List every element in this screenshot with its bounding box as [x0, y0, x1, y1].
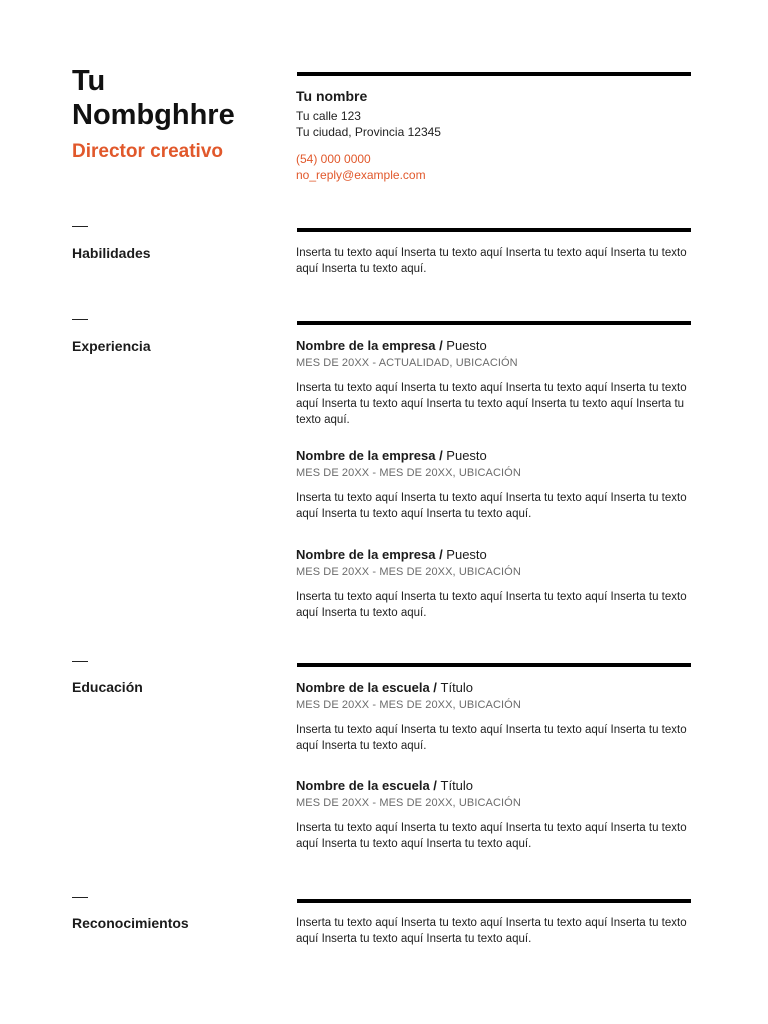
title-separator: /: [429, 680, 441, 695]
education-description: Inserta tu texto aquí Inserta tu texto aquí Inserta tu texto aquí Inserta tu texto aquí Inserta tu texto aquí.: [296, 724, 687, 752]
name-line-1: Tu: [72, 65, 106, 97]
education-dates: MES DE 20XX - MES DE 20XX, UBICACIÓN: [296, 699, 521, 711]
section-dash: [72, 319, 88, 320]
title-separator: /: [435, 338, 447, 353]
company-name: Nombre de la empresa: [296, 547, 436, 562]
education-description: Inserta tu texto aquí Inserta tu texto aquí Inserta tu texto aquí Inserta tu texto aquí Inserta tu texto aquí Inserta tu texto aquí.: [296, 822, 687, 850]
job-description: Inserta tu texto aquí Inserta tu texto aquí Inserta tu texto aquí Inserta tu texto aquí Inserta tu texto aquí Inserta tu texto aquí.: [296, 492, 687, 520]
contact-city: Tu ciudad, Provincia 12345: [296, 125, 441, 139]
experience-item: [296, 546, 692, 621]
experience-item: [296, 447, 692, 522]
job-title: [296, 546, 692, 564]
section-title-awards: Reconocimientos: [72, 915, 189, 931]
degree: Título: [440, 778, 474, 793]
name-line-2: Nombghhre: [72, 99, 235, 131]
job-dates: MES DE 20XX - MES DE 20XX, UBICACIÓN: [296, 467, 521, 479]
contact-email[interactable]: no_reply@example.com: [296, 168, 426, 182]
title-separator: /: [429, 778, 441, 793]
section-rule: [297, 72, 691, 76]
skills-text: Inserta tu texto aquí Inserta tu texto aquí Inserta tu texto aquí Inserta tu texto aquí Inserta tu texto aquí.: [296, 247, 687, 275]
school-name: Nombre de la escuela: [296, 778, 430, 793]
section-title-education: Educación: [72, 679, 143, 695]
education-title: [296, 679, 692, 697]
job-dates: MES DE 20XX - ACTUALIDAD, UBICACIÓN: [296, 357, 518, 369]
job-description: Inserta tu texto aquí Inserta tu texto aquí Inserta tu texto aquí Inserta tu texto aquí Inserta tu texto aquí.: [296, 591, 687, 619]
contact-street: Tu calle 123: [296, 109, 361, 123]
section-dash: [72, 226, 88, 227]
education-item: [296, 679, 692, 754]
section-dash: [72, 897, 88, 898]
section-dash: [72, 661, 88, 662]
education-dates: MES DE 20XX - MES DE 20XX, UBICACIÓN: [296, 797, 521, 809]
degree: Título: [440, 680, 474, 695]
section-rule: [297, 899, 691, 903]
section-rule: [297, 663, 691, 667]
awards-text: Inserta tu texto aquí Inserta tu texto aquí Inserta tu texto aquí Inserta tu texto aquí Inserta tu texto aquí Inserta tu texto aquí.: [296, 917, 687, 945]
job-description: Inserta tu texto aquí Inserta tu texto aquí Inserta tu texto aquí Inserta tu texto aquí Inserta tu texto aquí Inserta tu texto aquí Inserta tu texto aquí Inserta tu texto aquí.: [296, 382, 687, 426]
experience-item: [296, 337, 692, 428]
education-title: [296, 777, 692, 795]
job-title: [296, 447, 692, 465]
job-role: Puesto: [446, 338, 487, 353]
job-title: [296, 337, 692, 355]
education-item: [296, 777, 692, 852]
company-name: Nombre de la empresa: [296, 338, 436, 353]
section-rule: [297, 321, 691, 325]
company-name: Nombre de la empresa: [296, 448, 436, 463]
section-title-skills: Habilidades: [72, 245, 151, 261]
contact-name: Tu nombre: [296, 88, 368, 104]
section-title-experience: Experiencia: [72, 338, 151, 354]
contact-block: [296, 88, 692, 183]
job-role: Puesto: [446, 547, 487, 562]
section-rule: [297, 228, 691, 232]
resume-name: [72, 64, 272, 132]
contact-phone: (54) 000 0000: [296, 152, 371, 166]
job-role: Puesto: [446, 448, 487, 463]
job-dates: MES DE 20XX - MES DE 20XX, UBICACIÓN: [296, 566, 521, 578]
role-title: Director creativo: [72, 141, 224, 162]
school-name: Nombre de la escuela: [296, 680, 430, 695]
title-separator: /: [435, 547, 447, 562]
title-separator: /: [435, 448, 447, 463]
